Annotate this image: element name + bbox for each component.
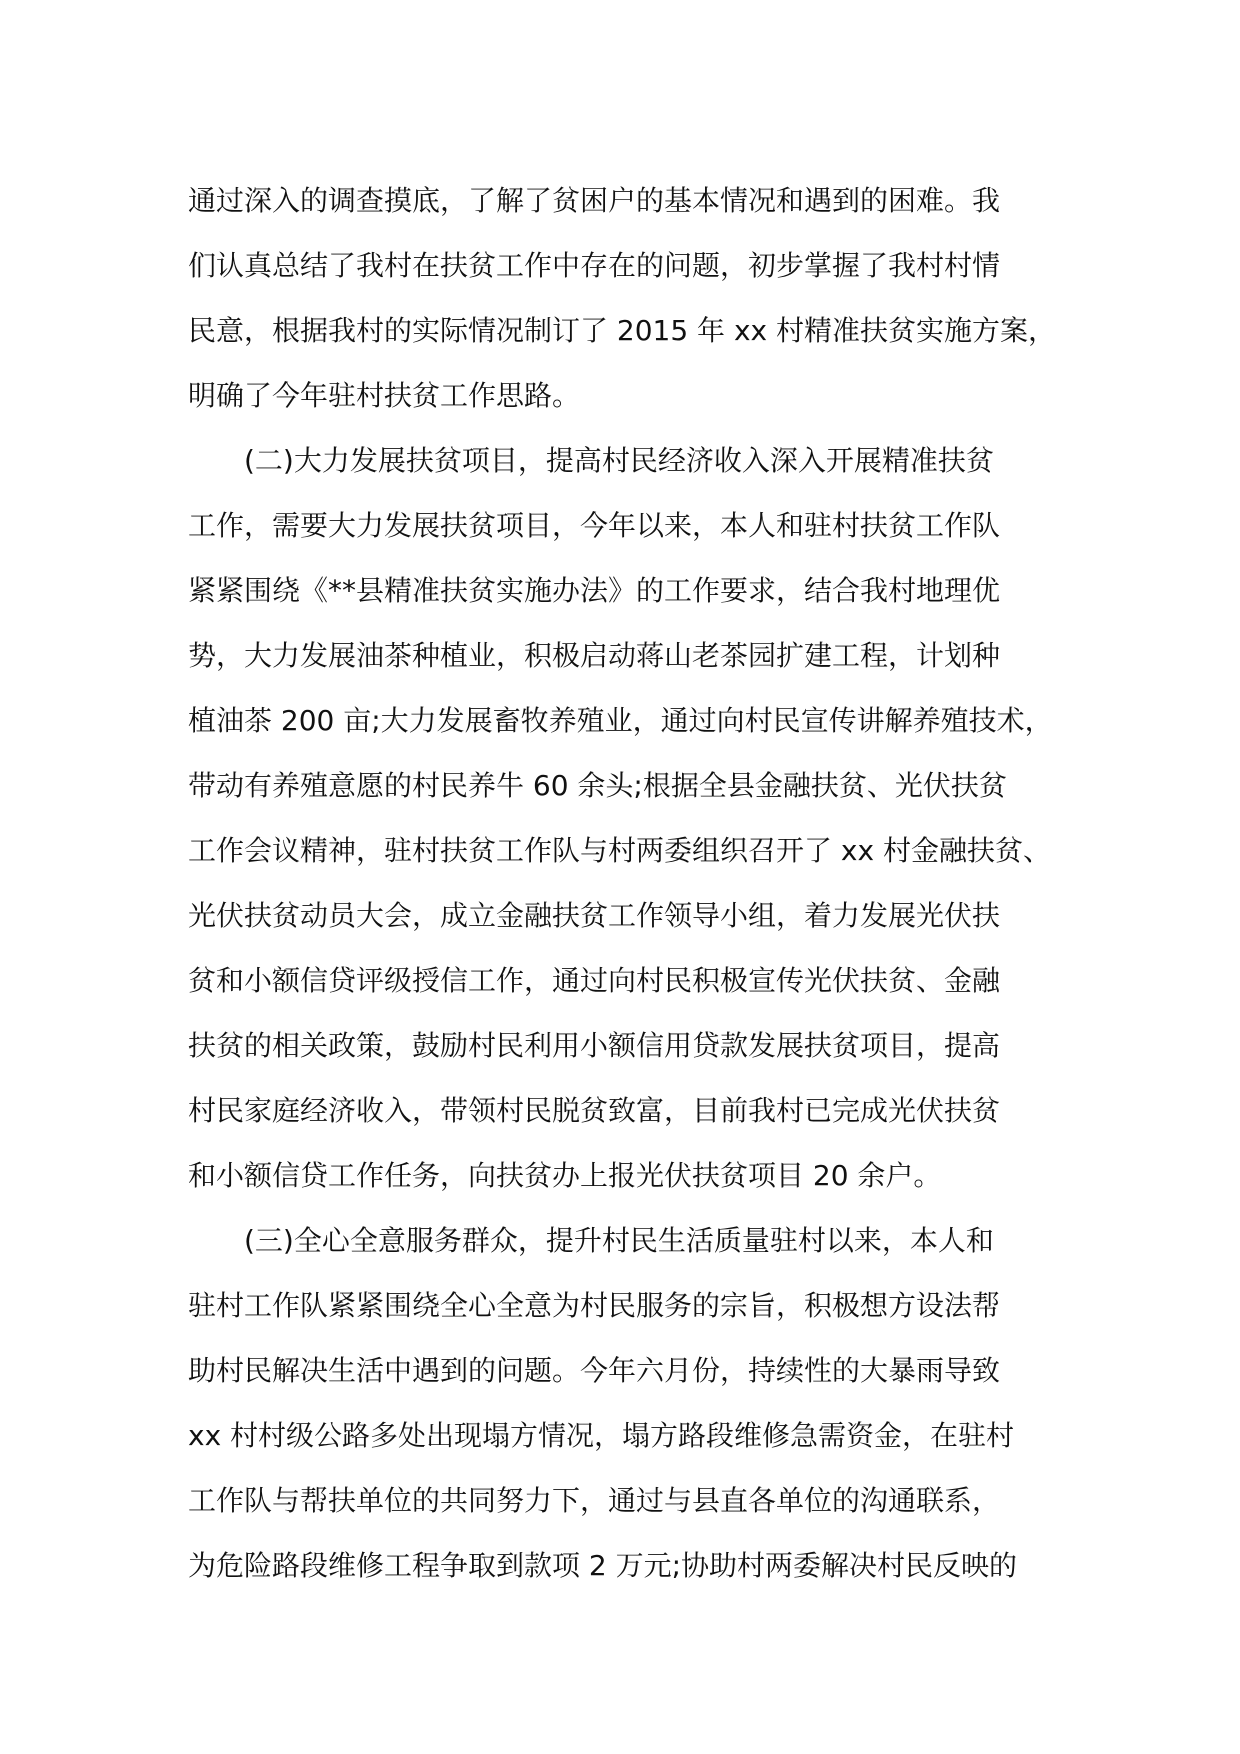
text-line: 民意，根据我村的实际情况制订了 2015 年 xx 村精准扶贫实施方案， (188, 314, 1057, 347)
text-line: 扶贫的相关政策，鼓励村民利用小额信用贷款发展扶贫项目，提高 (188, 1029, 1001, 1062)
text-line: 明确了今年驻村扶贫工作思路。 (188, 379, 581, 412)
text-line: 驻村工作队紧紧围绕全心全意为村民服务的宗旨，积极想方设法帮 (188, 1289, 1001, 1322)
text-line: 贫和小额信贷评级授信工作，通过向村民积极宣传光伏扶贫、金融 (188, 964, 1001, 997)
document-body (188, 168, 1068, 1598)
text-line: 植油茶 200 亩;大力发展畜牧养殖业，通过向村民宣传讲解养殖技术， (188, 704, 1053, 737)
text-line: 工作队与帮扶单位的共同努力下，通过与县直各单位的沟通联系， (188, 1484, 1001, 1517)
text-line: 为危险路段维修工程争取到款项 2 万元;协助村两委解决村民反映的 (188, 1549, 1018, 1582)
text-line: 工作会议精神，驻村扶贫工作队与村两委组织召开了 xx 村金融扶贫、 (188, 834, 1051, 867)
text-line: 工作，需要大力发展扶贫项目，今年以来，本人和驻村扶贫工作队 (188, 509, 1001, 542)
text-line: xx 村村级公路多处出现塌方情况，塌方路段维修急需资金，在驻村 (188, 1419, 1015, 1452)
text-line: 和小额信贷工作任务，向扶贫办上报光伏扶贫项目 20 余户。 (188, 1159, 942, 1192)
section-heading-line: (三)全心全意服务群众，提升村民生活质量驻村以来，本人和 (244, 1224, 994, 1257)
text-line: 带动有养殖意愿的村民养牛 60 余头;根据全县金融扶贫、光伏扶贫 (188, 769, 1007, 802)
text-line: 村民家庭经济收入，带领村民脱贫致富，目前我村已完成光伏扶贫 (188, 1094, 1001, 1127)
text-line: 光伏扶贫动员大会，成立金融扶贫工作领导小组，着力发展光伏扶 (188, 899, 1001, 932)
text-line: 紧紧围绕《**县精准扶贫实施办法》的工作要求，结合我村地理优 (188, 574, 1001, 607)
text-line: 通过深入的调查摸底，了解了贫困户的基本情况和遇到的困难。我 (188, 184, 1001, 217)
text-line: 助村民解决生活中遇到的问题。今年六月份，持续性的大暴雨导致 (188, 1354, 1001, 1387)
text-line: 们认真总结了我村在扶贫工作中存在的问题，初步掌握了我村村情 (188, 249, 1001, 282)
text-line: 势，大力发展油茶种植业，积极启动蒋山老茶园扩建工程，计划种 (188, 639, 1001, 672)
section-heading-line: (二)大力发展扶贫项目，提高村民经济收入深入开展精准扶贫 (244, 444, 994, 477)
